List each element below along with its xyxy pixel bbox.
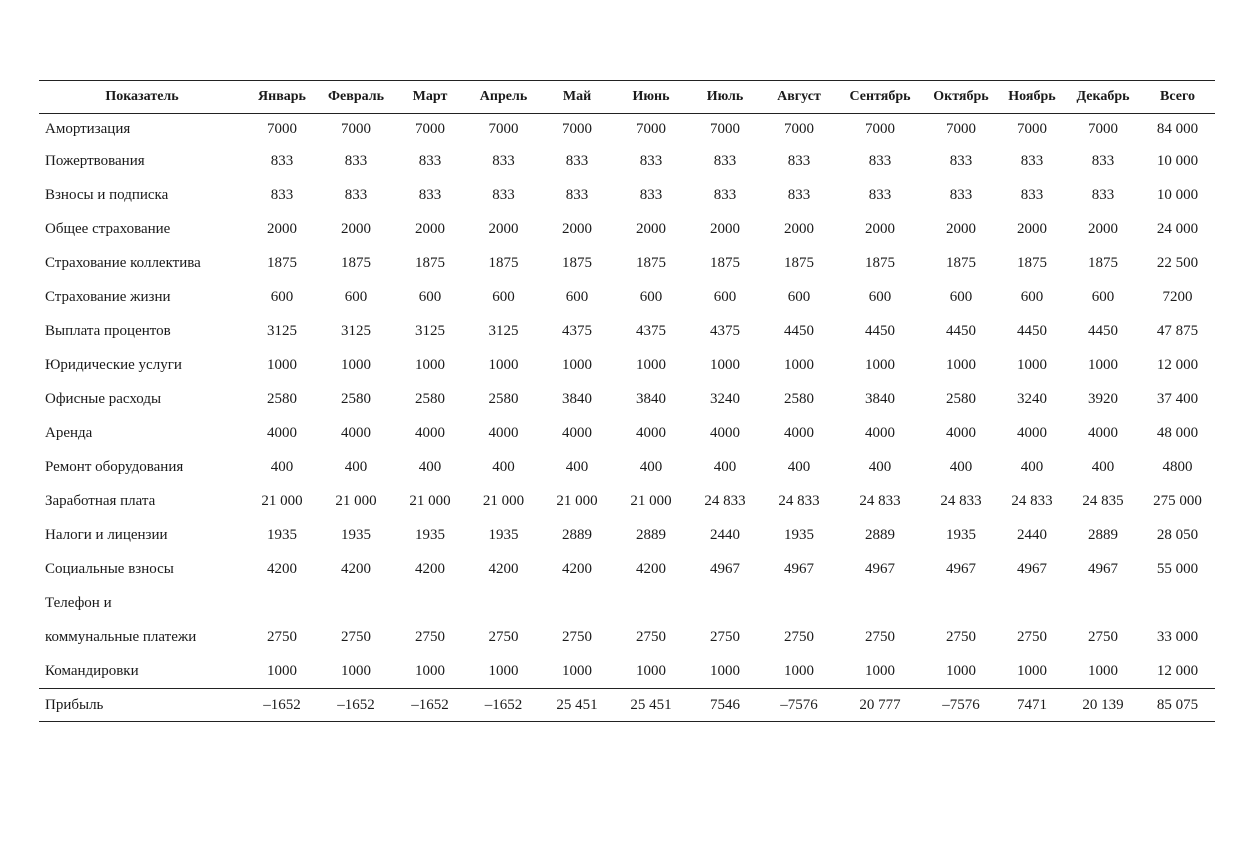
value-cell: 4200 bbox=[636, 560, 666, 577]
value-cell: 4200 bbox=[488, 560, 519, 577]
row-label: Амортизация bbox=[45, 120, 131, 137]
value-cell: 2440 bbox=[710, 526, 740, 543]
value-cell: 400 bbox=[949, 458, 973, 475]
profit-cell: –1652 bbox=[411, 696, 449, 713]
value-cell: 1935 bbox=[488, 526, 519, 543]
value-cell: 2000 bbox=[946, 220, 976, 237]
value-cell: 833 bbox=[1020, 186, 1044, 203]
value-cell: 3125 bbox=[415, 322, 445, 339]
row-label: Заработная плата bbox=[45, 492, 156, 509]
value-cell: 400 bbox=[787, 458, 811, 475]
row-total-cell: 7200 bbox=[1162, 288, 1193, 305]
empty-cell bbox=[393, 586, 467, 620]
value-cell: 21 000 bbox=[409, 492, 451, 509]
value-cell: 1000 bbox=[865, 662, 895, 679]
value-cell: 1875 bbox=[784, 254, 814, 271]
value-cell: 4967 bbox=[784, 560, 814, 577]
value-cell: 2580 bbox=[267, 390, 297, 407]
value-cell: 833 bbox=[492, 152, 515, 169]
value-cell: 833 bbox=[565, 152, 589, 169]
value-cell: 2580 bbox=[415, 390, 445, 407]
value-cell: 2000 bbox=[784, 220, 814, 237]
value-cell: 1000 bbox=[1017, 662, 1047, 679]
value-cell: 4375 bbox=[562, 322, 592, 339]
value-cell: 3125 bbox=[488, 322, 519, 339]
value-cell: 1875 bbox=[341, 254, 371, 271]
value-cell: 7000 bbox=[1088, 120, 1118, 137]
header-february: Февраль bbox=[328, 89, 384, 104]
row-label: Социальные взносы bbox=[45, 560, 174, 577]
row-label: Ремонт оборудования bbox=[45, 458, 184, 475]
value-cell: 1875 bbox=[562, 254, 592, 271]
value-cell: 1875 bbox=[946, 254, 976, 271]
table-row bbox=[39, 114, 1215, 145]
value-cell: 1000 bbox=[1017, 356, 1047, 373]
empty-cell bbox=[924, 586, 998, 620]
header-may: Май bbox=[562, 89, 592, 104]
value-cell: 600 bbox=[270, 288, 294, 305]
row-total-cell: 55 000 bbox=[1156, 560, 1199, 577]
value-cell: 4000 bbox=[1088, 424, 1118, 441]
value-cell: 833 bbox=[344, 152, 368, 169]
table-row bbox=[39, 552, 1215, 586]
value-cell: 3840 bbox=[562, 390, 592, 407]
budget-table bbox=[39, 80, 1215, 722]
value-cell: 833 bbox=[492, 186, 515, 203]
row-total-cell: 22 500 bbox=[1156, 254, 1199, 271]
row-total-cell: 33 000 bbox=[1156, 628, 1199, 645]
value-cell: 4000 bbox=[415, 424, 445, 441]
budget-page bbox=[39, 80, 1215, 722]
profit-cell: 20 139 bbox=[1082, 696, 1124, 713]
value-cell: 833 bbox=[565, 186, 589, 203]
empty-cell bbox=[688, 586, 762, 620]
table-row bbox=[39, 586, 1215, 620]
table-row bbox=[39, 280, 1215, 314]
value-cell: 833 bbox=[787, 152, 811, 169]
header-september: Сентябрь bbox=[849, 89, 911, 104]
value-cell: 2750 bbox=[636, 628, 666, 645]
value-cell: 400 bbox=[1020, 458, 1044, 475]
value-cell: 833 bbox=[270, 186, 294, 203]
value-cell: 4000 bbox=[341, 424, 371, 441]
value-cell: 1000 bbox=[710, 662, 740, 679]
row-label: Офисные расходы bbox=[45, 390, 162, 407]
value-cell: 833 bbox=[1020, 152, 1044, 169]
table-row bbox=[39, 314, 1215, 348]
value-cell: 4200 bbox=[267, 560, 297, 577]
row-total-cell: 48 000 bbox=[1156, 424, 1199, 441]
value-cell: 4000 bbox=[267, 424, 297, 441]
table-row bbox=[39, 348, 1215, 382]
empty-cell bbox=[319, 586, 393, 620]
empty-cell bbox=[836, 586, 924, 620]
table-row bbox=[39, 246, 1215, 280]
value-cell: 24 833 bbox=[859, 492, 901, 509]
value-cell: 2750 bbox=[341, 628, 371, 645]
value-cell: 2580 bbox=[488, 390, 519, 407]
value-cell: 2889 bbox=[636, 526, 666, 543]
header-november: Ноябрь bbox=[1008, 89, 1056, 104]
value-cell: 4200 bbox=[415, 560, 445, 577]
profit-cell: 20 777 bbox=[859, 696, 901, 713]
value-cell: 4000 bbox=[784, 424, 814, 441]
value-cell: 21 000 bbox=[482, 492, 525, 509]
value-cell: 4200 bbox=[341, 560, 371, 577]
header-december: Декабрь bbox=[1076, 89, 1130, 104]
value-cell: 24 835 bbox=[1082, 492, 1124, 509]
value-cell: 3840 bbox=[865, 390, 895, 407]
header-january: Январь bbox=[258, 89, 306, 104]
value-cell: 400 bbox=[492, 458, 515, 475]
value-cell: 1875 bbox=[865, 254, 895, 271]
value-cell: 1875 bbox=[1088, 254, 1118, 271]
value-cell: 4000 bbox=[865, 424, 895, 441]
value-cell: 24 833 bbox=[1011, 492, 1053, 509]
row-total-cell: 10 000 bbox=[1156, 152, 1199, 169]
value-cell: 600 bbox=[1091, 288, 1115, 305]
row-total-cell: 4800 bbox=[1162, 458, 1193, 475]
value-cell: 4450 bbox=[784, 322, 814, 339]
value-cell: 7000 bbox=[710, 120, 740, 137]
value-cell: 2889 bbox=[865, 526, 895, 543]
empty-cell bbox=[467, 586, 540, 620]
profit-cell: –7576 bbox=[942, 696, 980, 713]
value-cell: 400 bbox=[565, 458, 589, 475]
value-cell: 1000 bbox=[1088, 662, 1118, 679]
value-cell: 2750 bbox=[562, 628, 592, 645]
value-cell: 1000 bbox=[710, 356, 740, 373]
value-cell: 7000 bbox=[415, 120, 445, 137]
value-cell: 4000 bbox=[562, 424, 592, 441]
value-cell: 833 bbox=[418, 152, 442, 169]
value-cell: 2750 bbox=[865, 628, 895, 645]
header-june: Июнь bbox=[632, 89, 670, 104]
value-cell: 4375 bbox=[710, 322, 740, 339]
value-cell: 2000 bbox=[267, 220, 297, 237]
value-cell: 4967 bbox=[865, 560, 895, 577]
value-cell: 2889 bbox=[562, 526, 592, 543]
value-cell: 7000 bbox=[341, 120, 371, 137]
value-cell: 24 833 bbox=[704, 492, 746, 509]
value-cell: 1875 bbox=[636, 254, 666, 271]
row-label: Страхование коллектива bbox=[45, 254, 201, 271]
value-cell: 833 bbox=[639, 152, 663, 169]
row-total-cell: 275 000 bbox=[1153, 492, 1202, 509]
profit-label: Прибыль bbox=[45, 696, 104, 713]
row-total-cell: 47 875 bbox=[1156, 322, 1199, 339]
value-cell: 2750 bbox=[784, 628, 814, 645]
row-label: Аренда bbox=[45, 424, 93, 441]
profit-row bbox=[39, 689, 1215, 722]
value-cell: 3240 bbox=[710, 390, 740, 407]
value-cell: 2750 bbox=[1017, 628, 1047, 645]
value-cell: 1000 bbox=[865, 356, 895, 373]
value-cell: 833 bbox=[949, 152, 973, 169]
value-cell: 400 bbox=[868, 458, 892, 475]
value-cell: 2750 bbox=[488, 628, 519, 645]
row-label: Пожертвования bbox=[45, 152, 145, 169]
value-cell: 1000 bbox=[415, 662, 445, 679]
empty-cell bbox=[614, 586, 688, 620]
table-body bbox=[39, 114, 1215, 722]
value-cell: 24 833 bbox=[940, 492, 982, 509]
row-label: Налоги и лицензии bbox=[45, 526, 168, 543]
value-cell: 7000 bbox=[636, 120, 666, 137]
value-cell: 2580 bbox=[946, 390, 976, 407]
value-cell: 4967 bbox=[1088, 560, 1118, 577]
profit-cell: 7546 bbox=[710, 696, 740, 713]
value-cell: 1000 bbox=[488, 662, 519, 679]
value-cell: 1935 bbox=[784, 526, 814, 543]
value-cell: 1875 bbox=[1017, 254, 1047, 271]
row-label: Командировки bbox=[45, 662, 139, 679]
value-cell: 1000 bbox=[562, 356, 592, 373]
value-cell: 21 000 bbox=[335, 492, 377, 509]
value-cell: 1000 bbox=[415, 356, 445, 373]
value-cell: 2750 bbox=[1088, 628, 1118, 645]
value-cell: 7000 bbox=[946, 120, 976, 137]
table-row bbox=[39, 144, 1215, 178]
value-cell: 1000 bbox=[946, 356, 976, 373]
profit-total-cell: 85 075 bbox=[1156, 696, 1199, 713]
value-cell: 3240 bbox=[1017, 390, 1047, 407]
profit-cell: 7471 bbox=[1017, 696, 1047, 713]
value-cell: 2580 bbox=[784, 390, 814, 407]
row-total-cell: 12 000 bbox=[1156, 356, 1199, 373]
value-cell: 400 bbox=[713, 458, 737, 475]
table-row bbox=[39, 382, 1215, 416]
value-cell: 1935 bbox=[946, 526, 976, 543]
value-cell: 3840 bbox=[636, 390, 666, 407]
value-cell: 2000 bbox=[488, 220, 519, 237]
value-cell: 1000 bbox=[636, 356, 666, 373]
value-cell: 4000 bbox=[1017, 424, 1047, 441]
value-cell: 833 bbox=[713, 152, 737, 169]
row-total-cell: 28 050 bbox=[1156, 526, 1199, 543]
value-cell: 4967 bbox=[1017, 560, 1047, 577]
value-cell: 21 000 bbox=[556, 492, 598, 509]
value-cell: 833 bbox=[418, 186, 442, 203]
table-row bbox=[39, 416, 1215, 450]
empty-cell bbox=[540, 586, 614, 620]
value-cell: 1000 bbox=[636, 662, 666, 679]
value-cell: 833 bbox=[344, 186, 368, 203]
value-cell: 24 833 bbox=[778, 492, 820, 509]
value-cell: 400 bbox=[1091, 458, 1115, 475]
row-label: Страхование жизни bbox=[45, 288, 171, 305]
value-cell: 1000 bbox=[488, 356, 519, 373]
empty-cell bbox=[245, 586, 319, 620]
value-cell: 4967 bbox=[710, 560, 740, 577]
value-cell: 1935 bbox=[341, 526, 371, 543]
header-total: Всего bbox=[1160, 89, 1195, 104]
value-cell: 1875 bbox=[488, 254, 519, 271]
profit-cell: –7576 bbox=[780, 696, 818, 713]
value-cell: 600 bbox=[1020, 288, 1044, 305]
profit-cell: 25 451 bbox=[556, 696, 598, 713]
value-cell: 600 bbox=[949, 288, 973, 305]
profit-cell: –1652 bbox=[484, 696, 523, 713]
value-cell: 4000 bbox=[636, 424, 666, 441]
row-label-line1: Телефон и bbox=[45, 594, 112, 611]
value-cell: 2000 bbox=[562, 220, 592, 237]
empty-cell bbox=[1066, 586, 1140, 620]
table-row bbox=[39, 620, 1215, 654]
value-cell: 3125 bbox=[267, 322, 297, 339]
value-cell: 600 bbox=[868, 288, 892, 305]
value-cell: 400 bbox=[639, 458, 663, 475]
value-cell: 7000 bbox=[784, 120, 814, 137]
value-cell: 2000 bbox=[636, 220, 666, 237]
value-cell: 600 bbox=[344, 288, 368, 305]
table-row bbox=[39, 484, 1215, 518]
value-cell: 2000 bbox=[341, 220, 371, 237]
value-cell: 600 bbox=[418, 288, 442, 305]
value-cell: 2000 bbox=[710, 220, 740, 237]
value-cell: 2750 bbox=[415, 628, 445, 645]
value-cell: 600 bbox=[492, 288, 515, 305]
row-total-cell: 12 000 bbox=[1156, 662, 1199, 679]
row-label: Взносы и подписка bbox=[45, 186, 169, 203]
row-label: Выплата процентов bbox=[45, 322, 171, 339]
value-cell: 2440 bbox=[1017, 526, 1047, 543]
value-cell: 4000 bbox=[710, 424, 740, 441]
value-cell: 2000 bbox=[415, 220, 445, 237]
value-cell: 4000 bbox=[488, 424, 519, 441]
value-cell: 600 bbox=[713, 288, 737, 305]
value-cell: 1000 bbox=[341, 356, 371, 373]
value-cell: 1000 bbox=[341, 662, 371, 679]
value-cell: 2580 bbox=[341, 390, 371, 407]
header-march: Март bbox=[412, 89, 448, 104]
empty-cell bbox=[998, 586, 1066, 620]
table-row bbox=[39, 654, 1215, 689]
value-cell: 833 bbox=[868, 186, 892, 203]
value-cell: 1000 bbox=[1088, 356, 1118, 373]
value-cell: 4450 bbox=[1088, 322, 1118, 339]
value-cell: 4450 bbox=[946, 322, 976, 339]
header-october: Октябрь bbox=[933, 89, 989, 104]
row-label: Общее страхование bbox=[45, 220, 171, 237]
value-cell: 400 bbox=[270, 458, 294, 475]
value-cell: 1935 bbox=[415, 526, 445, 543]
row-label: коммунальные платежи bbox=[45, 628, 197, 645]
value-cell: 7000 bbox=[562, 120, 592, 137]
value-cell: 833 bbox=[713, 186, 737, 203]
empty-cell bbox=[1140, 586, 1215, 620]
value-cell: 1875 bbox=[710, 254, 740, 271]
value-cell: 833 bbox=[1091, 186, 1115, 203]
table-row bbox=[39, 178, 1215, 212]
value-cell: 1000 bbox=[946, 662, 976, 679]
value-cell: 2750 bbox=[946, 628, 976, 645]
value-cell: 2750 bbox=[710, 628, 740, 645]
value-cell: 833 bbox=[270, 152, 294, 169]
value-cell: 4200 bbox=[562, 560, 592, 577]
value-cell: 3125 bbox=[341, 322, 371, 339]
value-cell: 1935 bbox=[267, 526, 297, 543]
row-total-cell: 84 000 bbox=[1156, 120, 1199, 137]
row-label: Юридические услуги bbox=[45, 356, 182, 373]
row-total-cell: 37 400 bbox=[1156, 390, 1199, 407]
value-cell: 2000 bbox=[1017, 220, 1047, 237]
value-cell: 400 bbox=[344, 458, 368, 475]
value-cell: 833 bbox=[868, 152, 892, 169]
value-cell: 600 bbox=[565, 288, 589, 305]
value-cell: 4375 bbox=[636, 322, 666, 339]
value-cell: 1875 bbox=[415, 254, 445, 271]
value-cell: 2000 bbox=[865, 220, 895, 237]
header-april: Апрель bbox=[479, 89, 528, 104]
header-july: Июль bbox=[706, 89, 744, 104]
table-row bbox=[39, 212, 1215, 246]
header-indicator: Показатель bbox=[105, 89, 179, 104]
header-row bbox=[39, 81, 1215, 114]
value-cell: 7000 bbox=[488, 120, 519, 137]
value-cell: 4967 bbox=[946, 560, 976, 577]
value-cell: 1000 bbox=[784, 356, 814, 373]
value-cell: 833 bbox=[787, 186, 811, 203]
value-cell: 2889 bbox=[1088, 526, 1118, 543]
row-total-cell: 24 000 bbox=[1156, 220, 1199, 237]
value-cell: 21 000 bbox=[261, 492, 303, 509]
value-cell: 4450 bbox=[865, 322, 895, 339]
value-cell: 600 bbox=[787, 288, 811, 305]
value-cell: 833 bbox=[1091, 152, 1115, 169]
value-cell: 833 bbox=[949, 186, 973, 203]
value-cell: 7000 bbox=[1017, 120, 1047, 137]
empty-cell bbox=[762, 586, 836, 620]
profit-cell: –1652 bbox=[263, 696, 301, 713]
table-row bbox=[39, 518, 1215, 552]
value-cell: 1000 bbox=[267, 662, 297, 679]
header-august: Август bbox=[777, 89, 821, 104]
row-total-cell: 10 000 bbox=[1156, 186, 1199, 203]
value-cell: 1000 bbox=[267, 356, 297, 373]
value-cell: 3920 bbox=[1088, 390, 1118, 407]
value-cell: 600 bbox=[639, 288, 663, 305]
value-cell: 1000 bbox=[562, 662, 592, 679]
table-row bbox=[39, 450, 1215, 484]
value-cell: 7000 bbox=[267, 120, 297, 137]
value-cell: 1000 bbox=[784, 662, 814, 679]
value-cell: 400 bbox=[418, 458, 442, 475]
value-cell: 7000 bbox=[865, 120, 895, 137]
value-cell: 4450 bbox=[1017, 322, 1047, 339]
value-cell: 21 000 bbox=[630, 492, 672, 509]
value-cell: 2000 bbox=[1088, 220, 1118, 237]
value-cell: 833 bbox=[639, 186, 663, 203]
profit-cell: –1652 bbox=[337, 696, 375, 713]
value-cell: 2750 bbox=[267, 628, 297, 645]
value-cell: 1875 bbox=[267, 254, 297, 271]
profit-cell: 25 451 bbox=[630, 696, 672, 713]
value-cell: 4000 bbox=[946, 424, 976, 441]
